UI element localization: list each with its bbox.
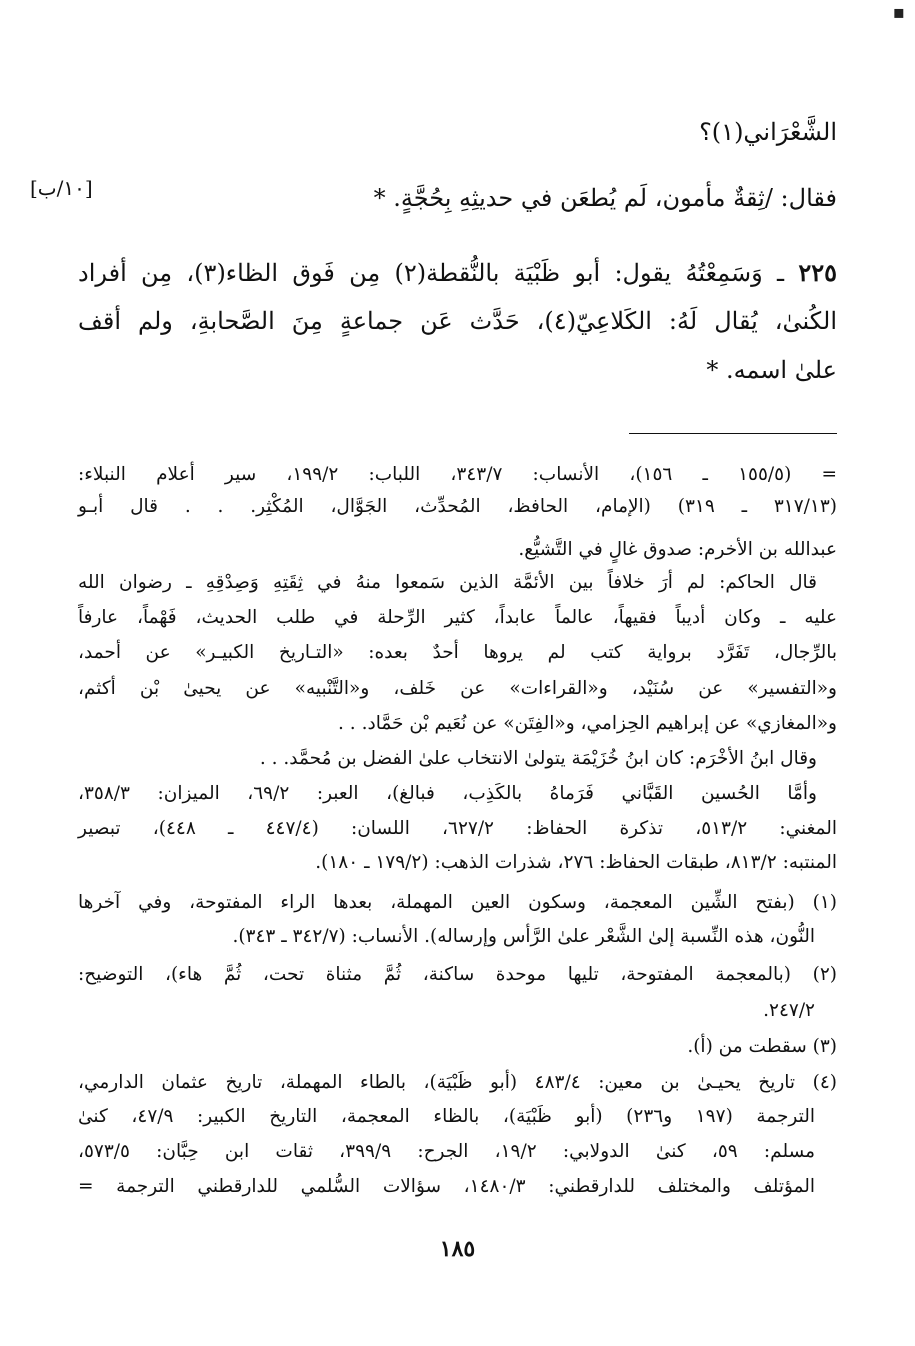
- footnote-4-cont: مسلم: ٥٩، كنىٰ الدولابي: ١٩/٢، الجرح: ٣٩٩/٩، ثقات ابن حِبَّان: ٥٧٣/٥،: [78, 1141, 816, 1162]
- folio-marker: [١٠/ب]: [30, 176, 93, 200]
- footnote-line: قال الحاكم: لم أرَ خلافاً بين الأئمَّة الذين سَمعوا منهُ في ثِقَتِهِ وَصِدْقِهِ ـ رضوان الله: [78, 572, 817, 593]
- entry-225-line-1: [78, 253, 837, 293]
- footnote-1: (١) (بفتح الشِّين المعجمة، وسكون العين المهملة، بعدها الراء المفتوحة، وفي آخرها: [78, 892, 837, 913]
- footnote-line: عليه ـ وكان أديباً فقيهاً، عالماً عابداً، كثير الرِّحلة في طلب الحديث، فَهْماً، عارفاً: [78, 607, 837, 628]
- footnote-line: و«التفسير» عن سُنَيْد، و«القراءات» عن خَلف، و«التَّنْبيه» عن يحيىٰ بْن أكثم،: [78, 678, 837, 699]
- entry-225-line-2: الكُنىٰ، يُقال لَهُ: الكَلاعِيّ(٤)، حَدَّث عَن جماعةٍ مِنَ الصَّحابةِ، ولم أقف: [78, 307, 837, 335]
- footnote-line: و«المغازي» عن إبراهيم الحِزامي، و«الفِتَن» عن نُعَيم بْن حَمَّاد. . .: [338, 713, 837, 734]
- entry-225-text: ـ وَسَمِعْتُهُ يقول: أبو ظَبْيَة بالنُّقطة(٢) مِن فَوق الظاء(٣)، مِن أفراد: [78, 259, 785, 287]
- footnote-1-cont: النُّون، هذه النِّسبة إلىٰ الشَّعْر علىٰ الرَّأس وإرساله). الأنساب: (٣٤٢/٧ ـ ٣٤٣).: [232, 926, 815, 947]
- footnote-line: = (١٥٥/٥ ـ ١٥٦)، الأنساب: ٣٤٣/٧، اللباب: ١٩٩/٢، سير أعلام النبلاء:: [78, 464, 837, 485]
- footnote-line: وأمَّا الحُسين القَبَّاني فَرَماهُ بالكَذِب، فبالغ)، العبر: ٦٩/٢، الميزان: ٣٥٨/٣،: [78, 783, 817, 804]
- entry-225-line-3: علىٰ اسمه. *: [706, 356, 837, 384]
- footnote-line: وقال ابنُ الأخْرَم: كان ابنُ خُزَيْمَة يتولىٰ الانتخاب علىٰ الفضل بن مُحمَّد. . .: [259, 748, 817, 769]
- footnote-line: المغني: ٥١٣/٢، تذكرة الحفاظ: ٦٢٧/٢، اللسان: (٤٤٧/٤ ـ ٤٤٨)، تبصير: [78, 818, 837, 839]
- footnote-4: (٤) تاريخ يحيـىٰ بن معين: ٤٨٣/٤ (أبو ظَبْيَة)، بالطاء المهملة، تاريخ عثمان الدارمي،: [78, 1072, 837, 1093]
- entry-number: ٢٢٥: [798, 258, 838, 287]
- footnote-line: المنتبه: ٨١٣/٢، طبقات الحفاظ: ٢٧٦، شذرات الذهب: (١٧٩/٢ ـ ١٨٠).: [315, 852, 837, 873]
- corner-mark: ▪: [892, 2, 905, 23]
- footnote-4-cont: الترجمة (١٩٧ و٢٣٦) (أبو ظَبْيَة)، بالظاء المعجمة، التاريخ الكبير: ٤٧/٩، كنىٰ: [78, 1106, 815, 1127]
- footnote-3: (٣) سقطت من (أ).: [687, 1036, 837, 1057]
- footnote-2-cont: ٢٤٧/٢.: [763, 1000, 815, 1021]
- page-number: ١٨٥: [439, 1236, 476, 1262]
- footnote-line: (٣١٧/١٣ ـ ٣١٩) (الإمام، الحافظ، المُحدِّث، الجَوَّال، المُكْثِر. . . قال أبـو: [78, 496, 837, 517]
- footnote-4-cont: المؤتلف والمختلف للدارقطني: ١٤٨٠/٣، سؤالات السُّلمي للدارقطني الترجمة =: [78, 1176, 815, 1197]
- footnote-line: بالرِّجال، تَفَرَّد برواية كتب لم يروها أحدٌ بعده: «التـاريخ الكبيـر» عن أحمد،: [78, 642, 837, 663]
- footnote-line: عبدالله بن الأخرم: صدوق غالٍ في التَّشيُّع.: [518, 539, 837, 560]
- footnote-2: (٢) (بالمعجمة المفتوحة، تليها موحدة ساكنة، ثُمَّ مثناة تحت، ثُمَّ هاء)، التوضيح:: [78, 964, 837, 985]
- main-text-line-2: فقال: /ثِقةٌ مأمون، لَم يُطعَن في حديثِهِ بِحُجَّةٍ. *: [373, 184, 837, 212]
- footnote-separator: [629, 433, 837, 434]
- main-text-line-1: الشَّعْرَاني(١)؟: [699, 118, 837, 146]
